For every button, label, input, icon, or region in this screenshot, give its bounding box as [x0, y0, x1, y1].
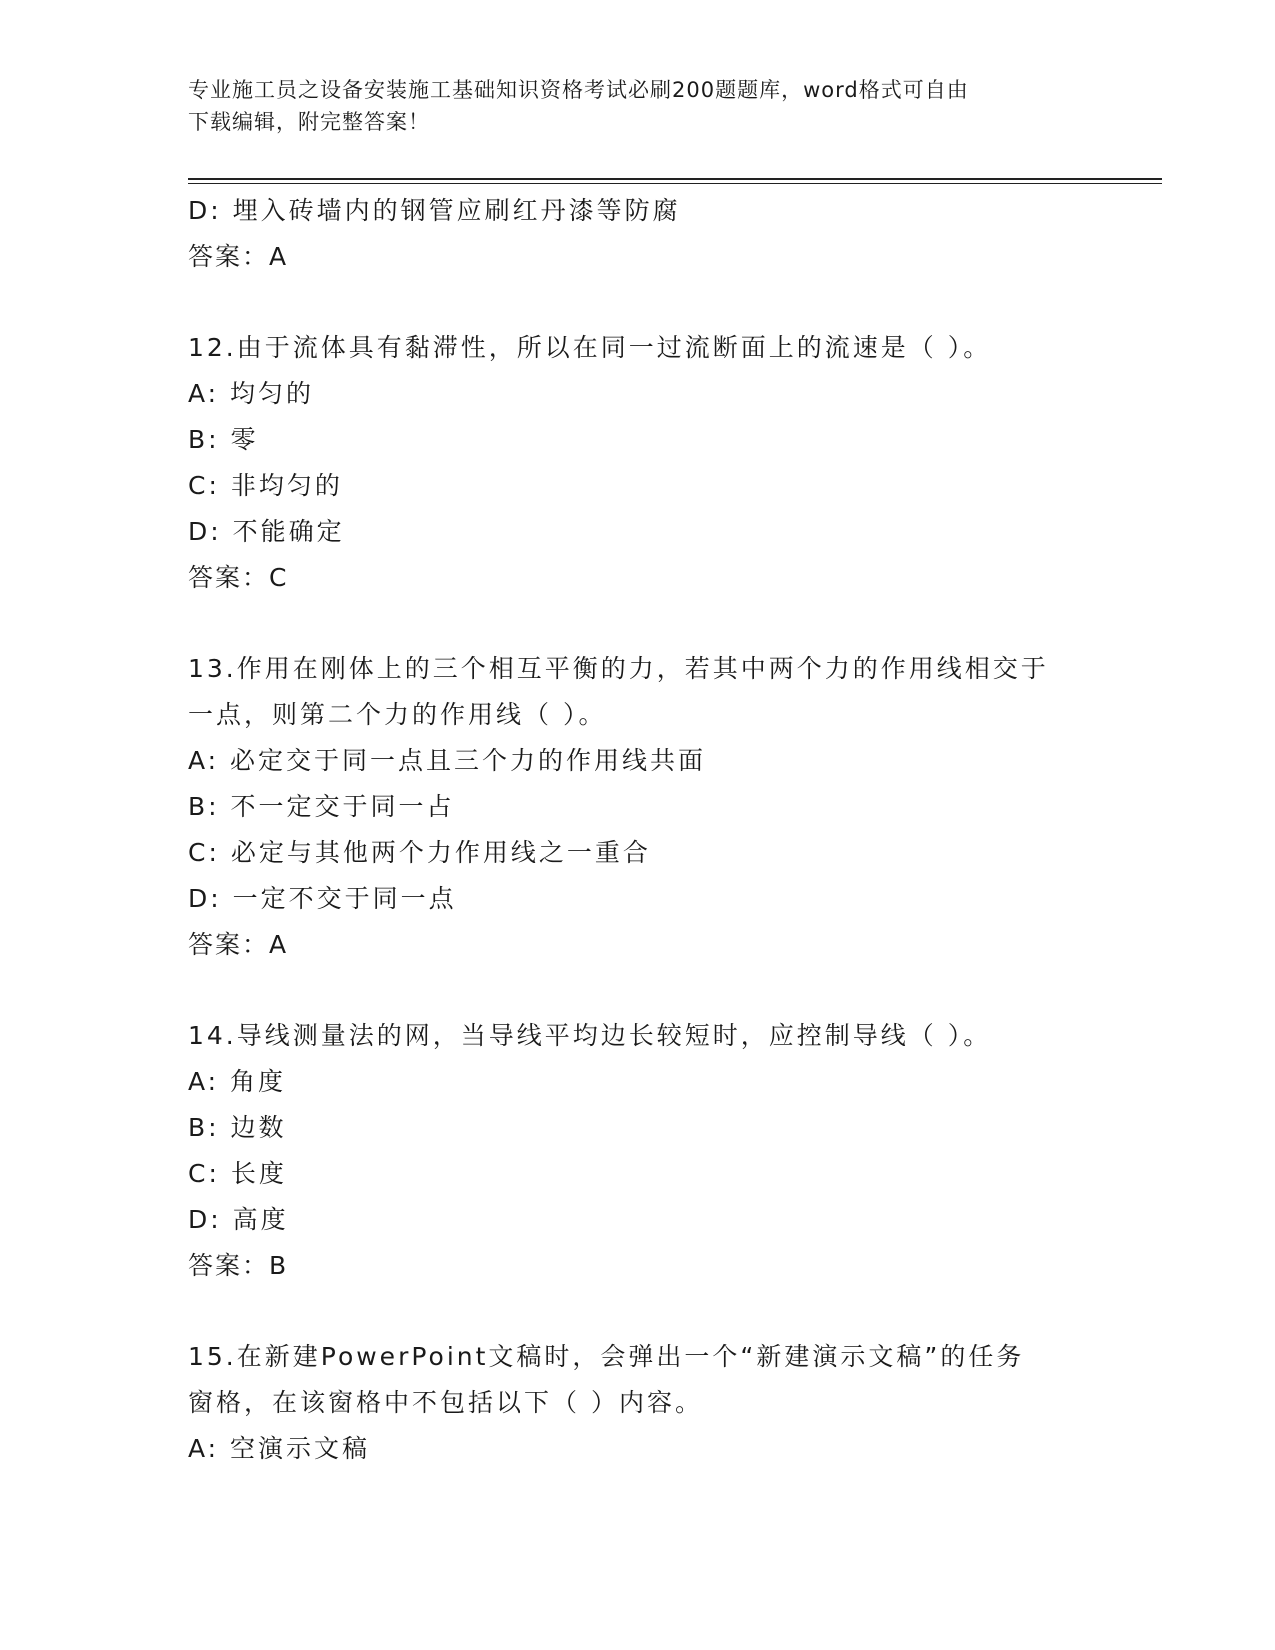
- option-b: B: 不一定交于同一占: [188, 792, 455, 821]
- question-13: [188, 646, 1088, 968]
- question-stem-line-2: 窗格，在该窗格中不包括以下（ ）内容。: [188, 1388, 703, 1417]
- answer-line: 答案：B: [188, 1251, 289, 1280]
- option-c: C: 必定与其他两个力作用线之一重合: [188, 838, 651, 867]
- question-stem: 14.导线测量法的网，当导线平均边长较短时，应控制导线（ ）。: [188, 1021, 992, 1050]
- question-stem-line-2: 一点，则第二个力的作用线（ ）。: [188, 700, 607, 729]
- option-d: D: 不能确定: [188, 517, 345, 546]
- option-a: A: 空演示文稿: [188, 1434, 371, 1463]
- option-d: D: 一定不交于同一点: [188, 884, 457, 913]
- question-12: [188, 325, 1088, 601]
- answer-line: 答案：A: [188, 930, 289, 959]
- question-list: [188, 188, 1088, 1472]
- option-d: D: 高度: [188, 1205, 289, 1234]
- option-a: A: 必定交于同一点且三个力的作用线共面: [188, 746, 707, 775]
- question-stem-line-1: 15.在新建PowerPoint文稿时，会弹出一个“新建演示文稿”的任务: [188, 1342, 1025, 1371]
- question-15: [188, 1334, 1088, 1472]
- question-11-tail: [188, 188, 1088, 280]
- option-a: A: 均匀的: [188, 379, 315, 408]
- option-b: B: 零: [188, 425, 259, 454]
- option-d: D: 埋入砖墙内的钢管应刷红丹漆等防腐: [188, 196, 681, 225]
- option-b: B: 边数: [188, 1113, 287, 1142]
- question-stem-line-1: 13.作用在刚体上的三个相互平衡的力，若其中两个力的作用线相交于: [188, 654, 1049, 683]
- option-a: A: 角度: [188, 1067, 287, 1096]
- answer-line: 答案：C: [188, 563, 289, 592]
- option-c: C: 非均匀的: [188, 471, 343, 500]
- option-c: C: 长度: [188, 1159, 287, 1188]
- answer-line: 答案：A: [188, 242, 289, 271]
- header-title-line-2: 下载编辑，附完整答案！: [188, 110, 430, 134]
- question-14: [188, 1013, 1088, 1289]
- question-stem: 12.由于流体具有黏滞性，所以在同一过流断面上的流速是（ ）。: [188, 333, 992, 362]
- header-divider-thin: [188, 183, 1162, 184]
- header-divider-thick: [188, 178, 1162, 180]
- document-header: [188, 74, 1088, 138]
- header-title-line-1: 专业施工员之设备安装施工基础知识资格考试必刷200题题库，word格式可自由: [188, 78, 969, 102]
